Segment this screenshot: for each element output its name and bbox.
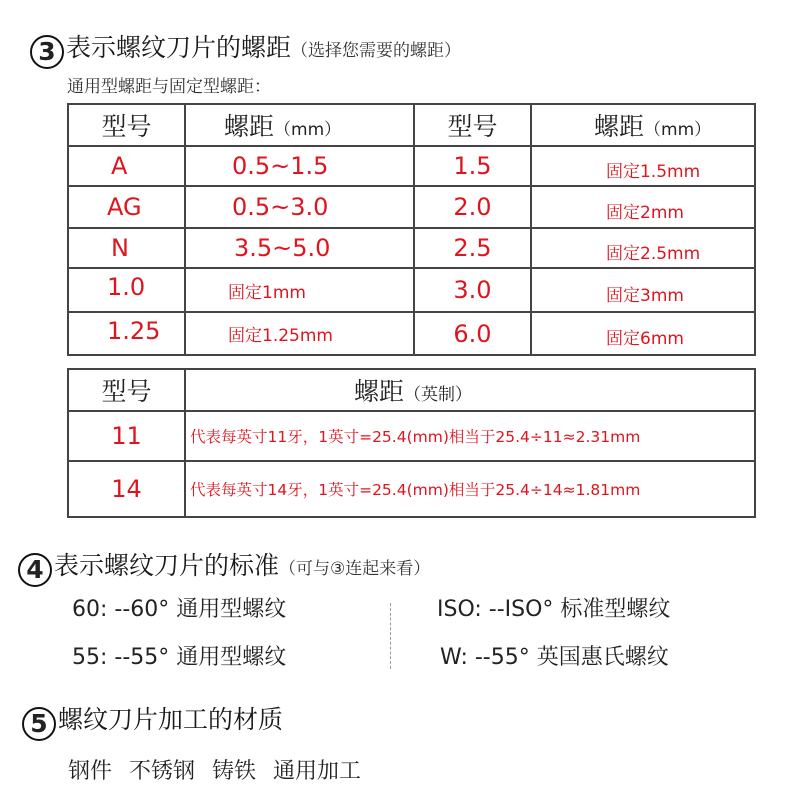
- circled-number-5: 5: [22, 707, 56, 741]
- header-pitch: 螺距（mm）: [185, 104, 414, 146]
- table-header-row: [68, 104, 755, 146]
- model-cell: 6.0: [414, 312, 531, 355]
- section3-note: （选择您需要的螺距）: [291, 41, 462, 61]
- model-cell: 3.0: [414, 268, 531, 312]
- materials-list: [68, 754, 361, 785]
- header-pitch-imperial: 螺距（英制）: [185, 369, 755, 411]
- material-item: 铸铁: [212, 759, 257, 784]
- pitch-cell: 固定1.25mm: [185, 312, 414, 355]
- pitch-cell: 0.5~1.5: [185, 146, 414, 186]
- model-cell: 1.0: [68, 268, 185, 312]
- model-cell: 1.25: [68, 312, 185, 355]
- section5-heading: [22, 700, 283, 741]
- table-row: [68, 268, 755, 312]
- table-row: [68, 186, 755, 228]
- pitch-cell: 代表每英寸14牙，1英寸=25.4(mm)相当于25.4÷14≈1.81mm: [185, 461, 755, 517]
- material-item: 不锈钢: [129, 759, 196, 784]
- model-cell: AG: [68, 186, 185, 228]
- standard-item: ISO: --ISO° 标准型螺纹: [437, 597, 671, 622]
- material-item: 通用加工: [273, 759, 362, 784]
- material-item: 钢件: [68, 759, 113, 784]
- imperial-pitch-table: [67, 368, 756, 518]
- model-cell: A: [68, 146, 185, 186]
- pitch-cell: 代表每英寸11牙，1英寸=25.4(mm)相当于25.4÷11≈2.31mm: [185, 411, 755, 461]
- pitch-cell: 固定2mm: [531, 186, 755, 228]
- header-model: 型号: [68, 369, 185, 411]
- circled-number-4: 4: [18, 553, 52, 587]
- table-row: [68, 312, 755, 355]
- table-row: [68, 461, 755, 517]
- section5-title: 螺纹刀片加工的材质: [58, 705, 284, 734]
- pitch-cell: 3.5~5.0: [185, 228, 414, 268]
- pitch-cell: 固定6mm: [531, 312, 755, 355]
- model-cell: 1.5: [414, 146, 531, 186]
- model-cell: 2.0: [414, 186, 531, 228]
- section4-title: 表示螺纹刀片的标准: [54, 551, 280, 580]
- pitch-table: [67, 103, 756, 356]
- section4-note: （可与③连起来看）: [279, 559, 431, 579]
- pitch-cell: 0.5~3.0: [185, 186, 414, 228]
- table-row: [68, 411, 755, 461]
- table-row: [68, 146, 755, 186]
- model-cell: N: [68, 228, 185, 268]
- section3-subtitle: 通用型螺距与固定型螺距：: [67, 77, 271, 97]
- circled-number-3: 3: [30, 35, 64, 69]
- pitch-cell: 固定1.5mm: [531, 146, 755, 186]
- standard-item: W: --55° 英国惠氏螺纹: [440, 645, 669, 670]
- section4-heading: [18, 546, 430, 587]
- model-cell: 14: [68, 461, 185, 517]
- standard-item: 60: --60° 通用型螺纹: [72, 597, 287, 622]
- pitch-cell: 固定2.5mm: [531, 228, 755, 268]
- pitch-cell: 固定3mm: [531, 268, 755, 312]
- standard-item: 55: --55° 通用型螺纹: [72, 645, 287, 670]
- section3-title: 表示螺纹刀片的螺距: [66, 33, 292, 62]
- model-cell: 11: [68, 411, 185, 461]
- section3-heading: [30, 28, 461, 69]
- table-header-row: [68, 369, 755, 411]
- pitch-cell: 固定1mm: [185, 268, 414, 312]
- header-pitch-2: 螺距（mm）: [531, 104, 755, 146]
- table-row: [68, 228, 755, 268]
- header-model-2: 型号: [414, 104, 531, 146]
- model-cell: 2.5: [414, 228, 531, 268]
- column-divider: [390, 603, 391, 669]
- header-model: 型号: [68, 104, 185, 146]
